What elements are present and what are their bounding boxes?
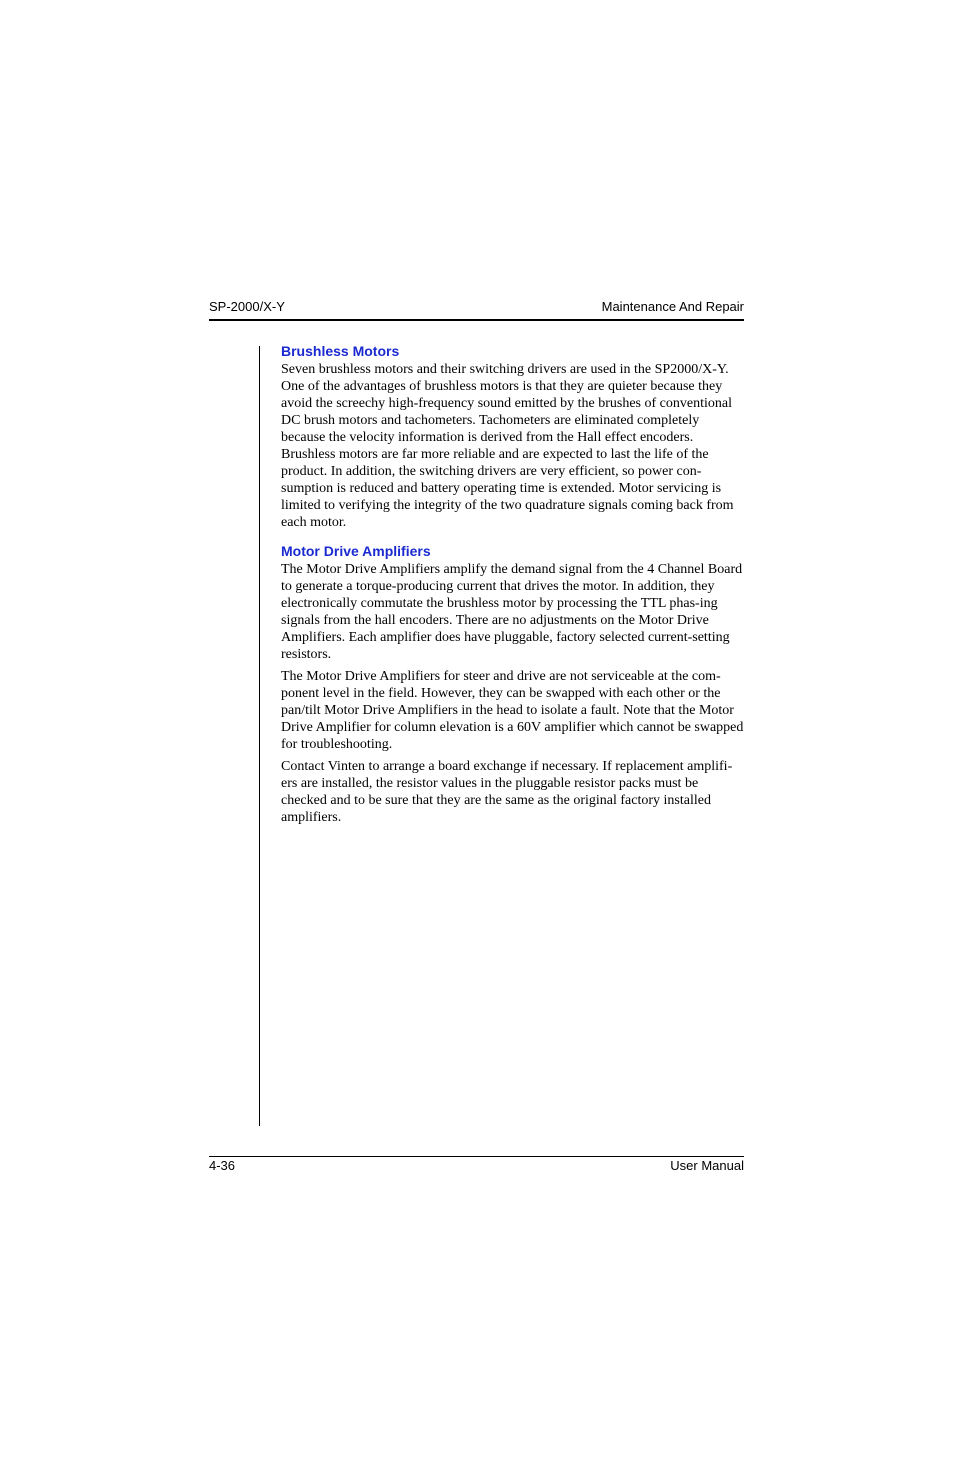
page-number: 4-36 bbox=[209, 1158, 236, 1173]
section-motor-drive-amplifiers bbox=[281, 541, 746, 826]
header-document-id: SP-2000/X-Y bbox=[209, 299, 285, 314]
page-header bbox=[209, 297, 744, 321]
margin-rule bbox=[259, 346, 260, 1126]
section-brushless-motors bbox=[281, 341, 746, 531]
section-heading: Brushless Motors bbox=[281, 343, 400, 359]
footer-manual-title: User Manual bbox=[670, 1158, 744, 1173]
paragraph: The Motor Drive Amplifiers amplify the demand signal from the 4 Channel Board to generate a torque-producing current that drives the motor. In addition, they electronically commutate the brushless motor by processing the TTL phas-ing signals from the hall encoders. There are no adjustments on the Motor Drive Amplifiers. Each amplifier does have pluggable, factory selected current-setting resistors. bbox=[281, 562, 743, 662]
paragraph: Contact Vinten to arrange a board exchange if necessary. If replacement amplifi-ers are installed, the resistor values in the pluggable resistor packs must be checked and to be sure that they are the same as the original factory installed amplifiers. bbox=[281, 759, 733, 825]
section-heading: Motor Drive Amplifiers bbox=[281, 543, 431, 559]
page-body bbox=[281, 340, 746, 826]
paragraph: The Motor Drive Amplifiers for steer and drive are not serviceable at the com-ponent level in the field. However, they can be swapped with each other or the pan/tilt Motor Drive Amplifiers in the head to isolate a fault. Note that the Motor Drive Amplifier for column elevation is a 60V amplifier which cannot be swapped for troubleshooting. bbox=[281, 669, 744, 752]
page-footer bbox=[209, 1156, 744, 1177]
paragraph: Seven brushless motors and their switching drivers are used in the SP2000/X-Y. One of the advantages of brushless motors is that they are quieter because they avoid the screechy high-frequency sound emitted by the brushes of conventional DC brush motors and tachometers. Tachometers are eliminated completely because the velocity information is derived from the Hall effect encoders. Brushless motors are far more reliable and are expected to last the life of the product. In addition, the switching drivers are very efficient, so power con-sumption is reduced and battery operating time is extended. Motor servicing is limited to verifying the integrity of the two quadrature signals coming back from each motor. bbox=[281, 362, 734, 530]
header-chapter-title: Maintenance And Repair bbox=[601, 299, 744, 314]
